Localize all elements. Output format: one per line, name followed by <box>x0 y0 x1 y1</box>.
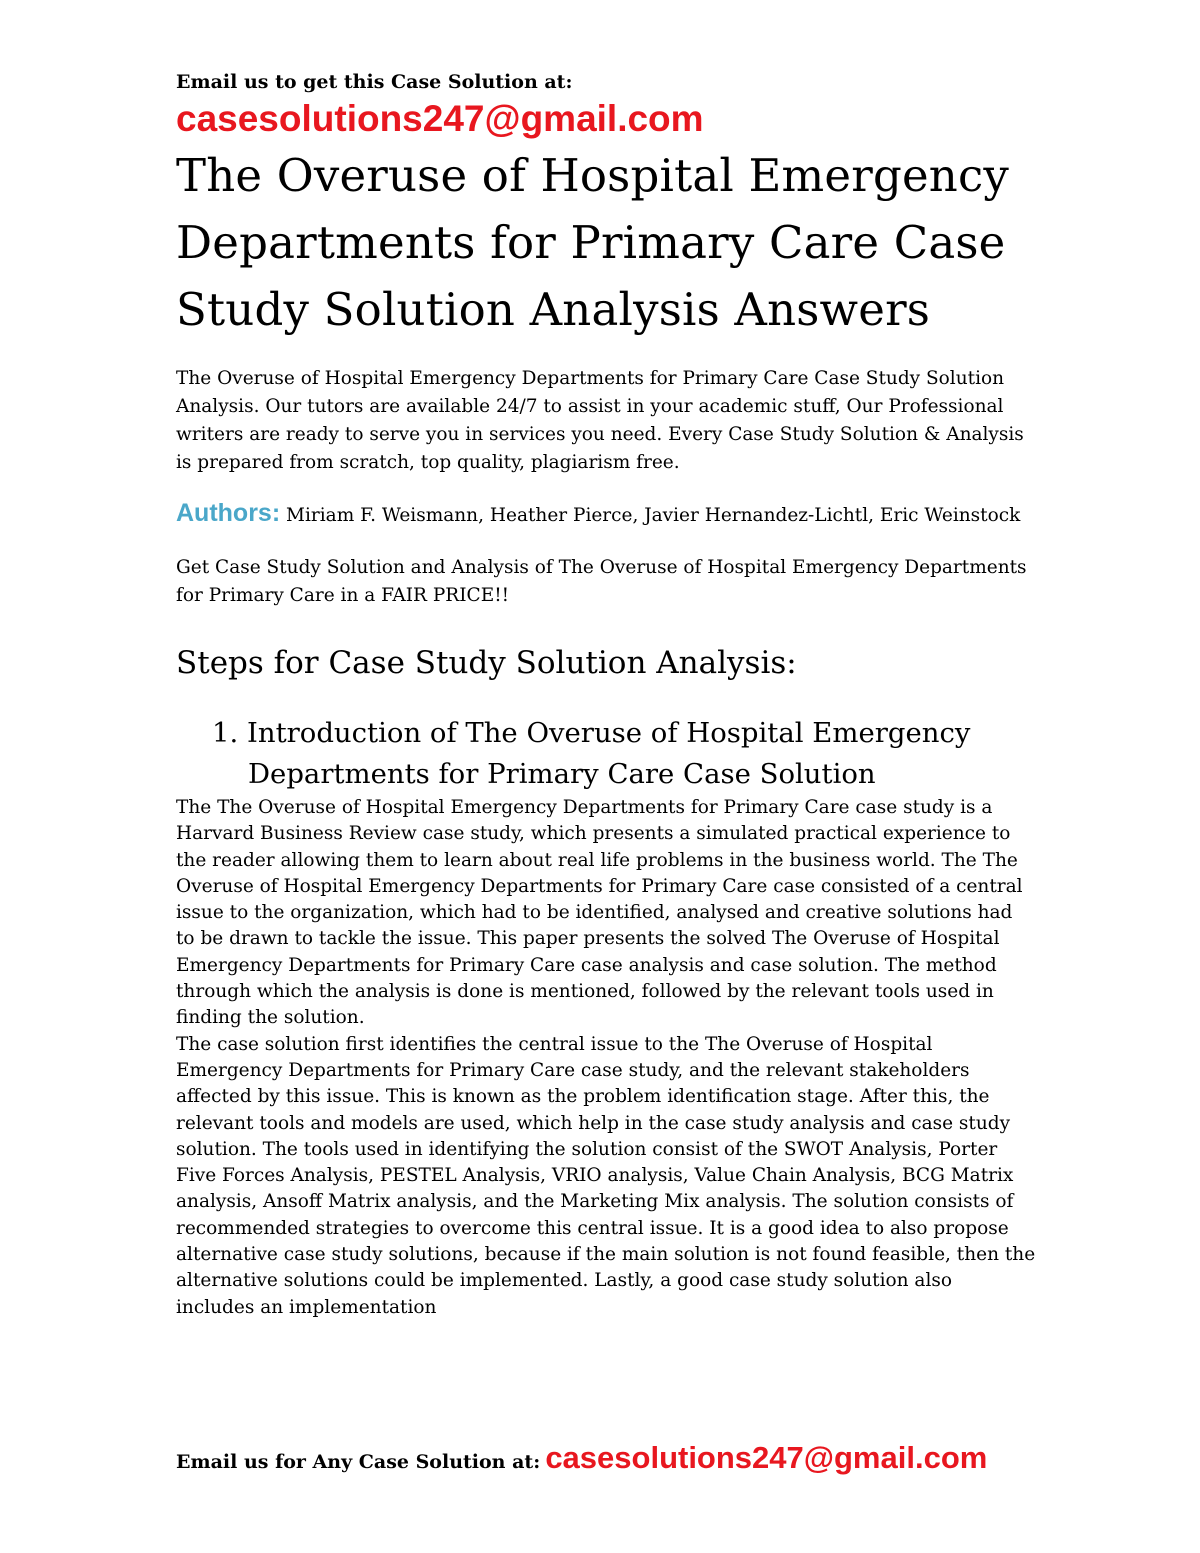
body-paragraph-2: The case solution first identifies the central issue to the The Overuse of Hospital Emergency Departments for Primary Care case study, and the relevant stakeholders affected by this issue. This is known as the problem identification stage. After this, the relevant tools and models are used, which help in the case study analysis and case study solution. The tools used in identifying the solution consist of the SWOT Analysis, Porter Five Forces Analysis, PESTEL Analysis, VRIO analysis, Value Chain Analysis, BCG Matrix analysis, Ansoff Matrix analysis, and the Marketing Mix analysis. The solution consists of recommended strategies to overcome this central issue. It is a good idea to also propose alternative case study solutions, because if the main solution is not found feasible, then the alternative solutions could be implemented. Lastly, a good case study solution also includes an implementation <box>176 1033 1036 1318</box>
step-heading <box>176 713 1036 795</box>
intro-paragraph: The Overuse of Hospital Emergency Departments for Primary Care Case Study Solution Analysis. Our tutors are available 24/7 to assist in your academic stuff, Our Professional writers are ready to serve you in services you need. Every Case Study Solution & Analysis is prepared from scratch, top quality, plagiarism free. <box>176 368 1024 473</box>
footer <box>176 1440 1076 1476</box>
authors-line <box>176 499 1036 530</box>
steps-heading: Steps for Case Study Solution Analysis: <box>176 645 797 681</box>
page-title: The Overuse of Hospital Emergency Departments for Primary Care Case Study Solution Analysis Answers <box>176 149 1009 336</box>
authors-names: Miriam F. Weismann, Heather Pierce, Javier Hernandez-Lichtl, Eric Weinstock <box>286 505 1021 526</box>
step-number: 1. <box>212 717 239 749</box>
body-paragraph-1: The The Overuse of Hospital Emergency Departments for Primary Care case study is a Harvard Business Review case study, which presents a simulated practical experience to the reader allowing them to learn about real life problems in the business world. The The Overuse of Hospital Emergency Departments for Primary Care case consisted of a central issue to the organization, which had to be identified, analysed and creative solutions had to be drawn to tackle the issue. This paper presents the solved The Overuse of Hospital Emergency Departments for Primary Care case analysis and case solution. The method through which the analysis is done is mentioned, followed by the relevant tools used in finding the solution. <box>176 797 1023 1029</box>
email-link[interactable]: casesolutions247@gmail.com <box>176 98 704 139</box>
footer-label: Email us for Any Case Solution at: <box>176 1451 541 1473</box>
step-heading-text: Introduction of The Overuse of Hospital Emergency Departments for Primary Care Case Solution <box>247 717 971 790</box>
cta-paragraph: Get Case Study Solution and Analysis of The Overuse of Hospital Emergency Departments for Primary Care in a FAIR PRICE!! <box>176 557 1027 606</box>
footer-email-link[interactable]: casesolutions247@gmail.com <box>545 1440 988 1475</box>
email-label: Email us to get this Case Solution at: <box>176 71 573 93</box>
authors-label: Authors: <box>176 499 281 527</box>
document-page <box>176 68 1036 1321</box>
